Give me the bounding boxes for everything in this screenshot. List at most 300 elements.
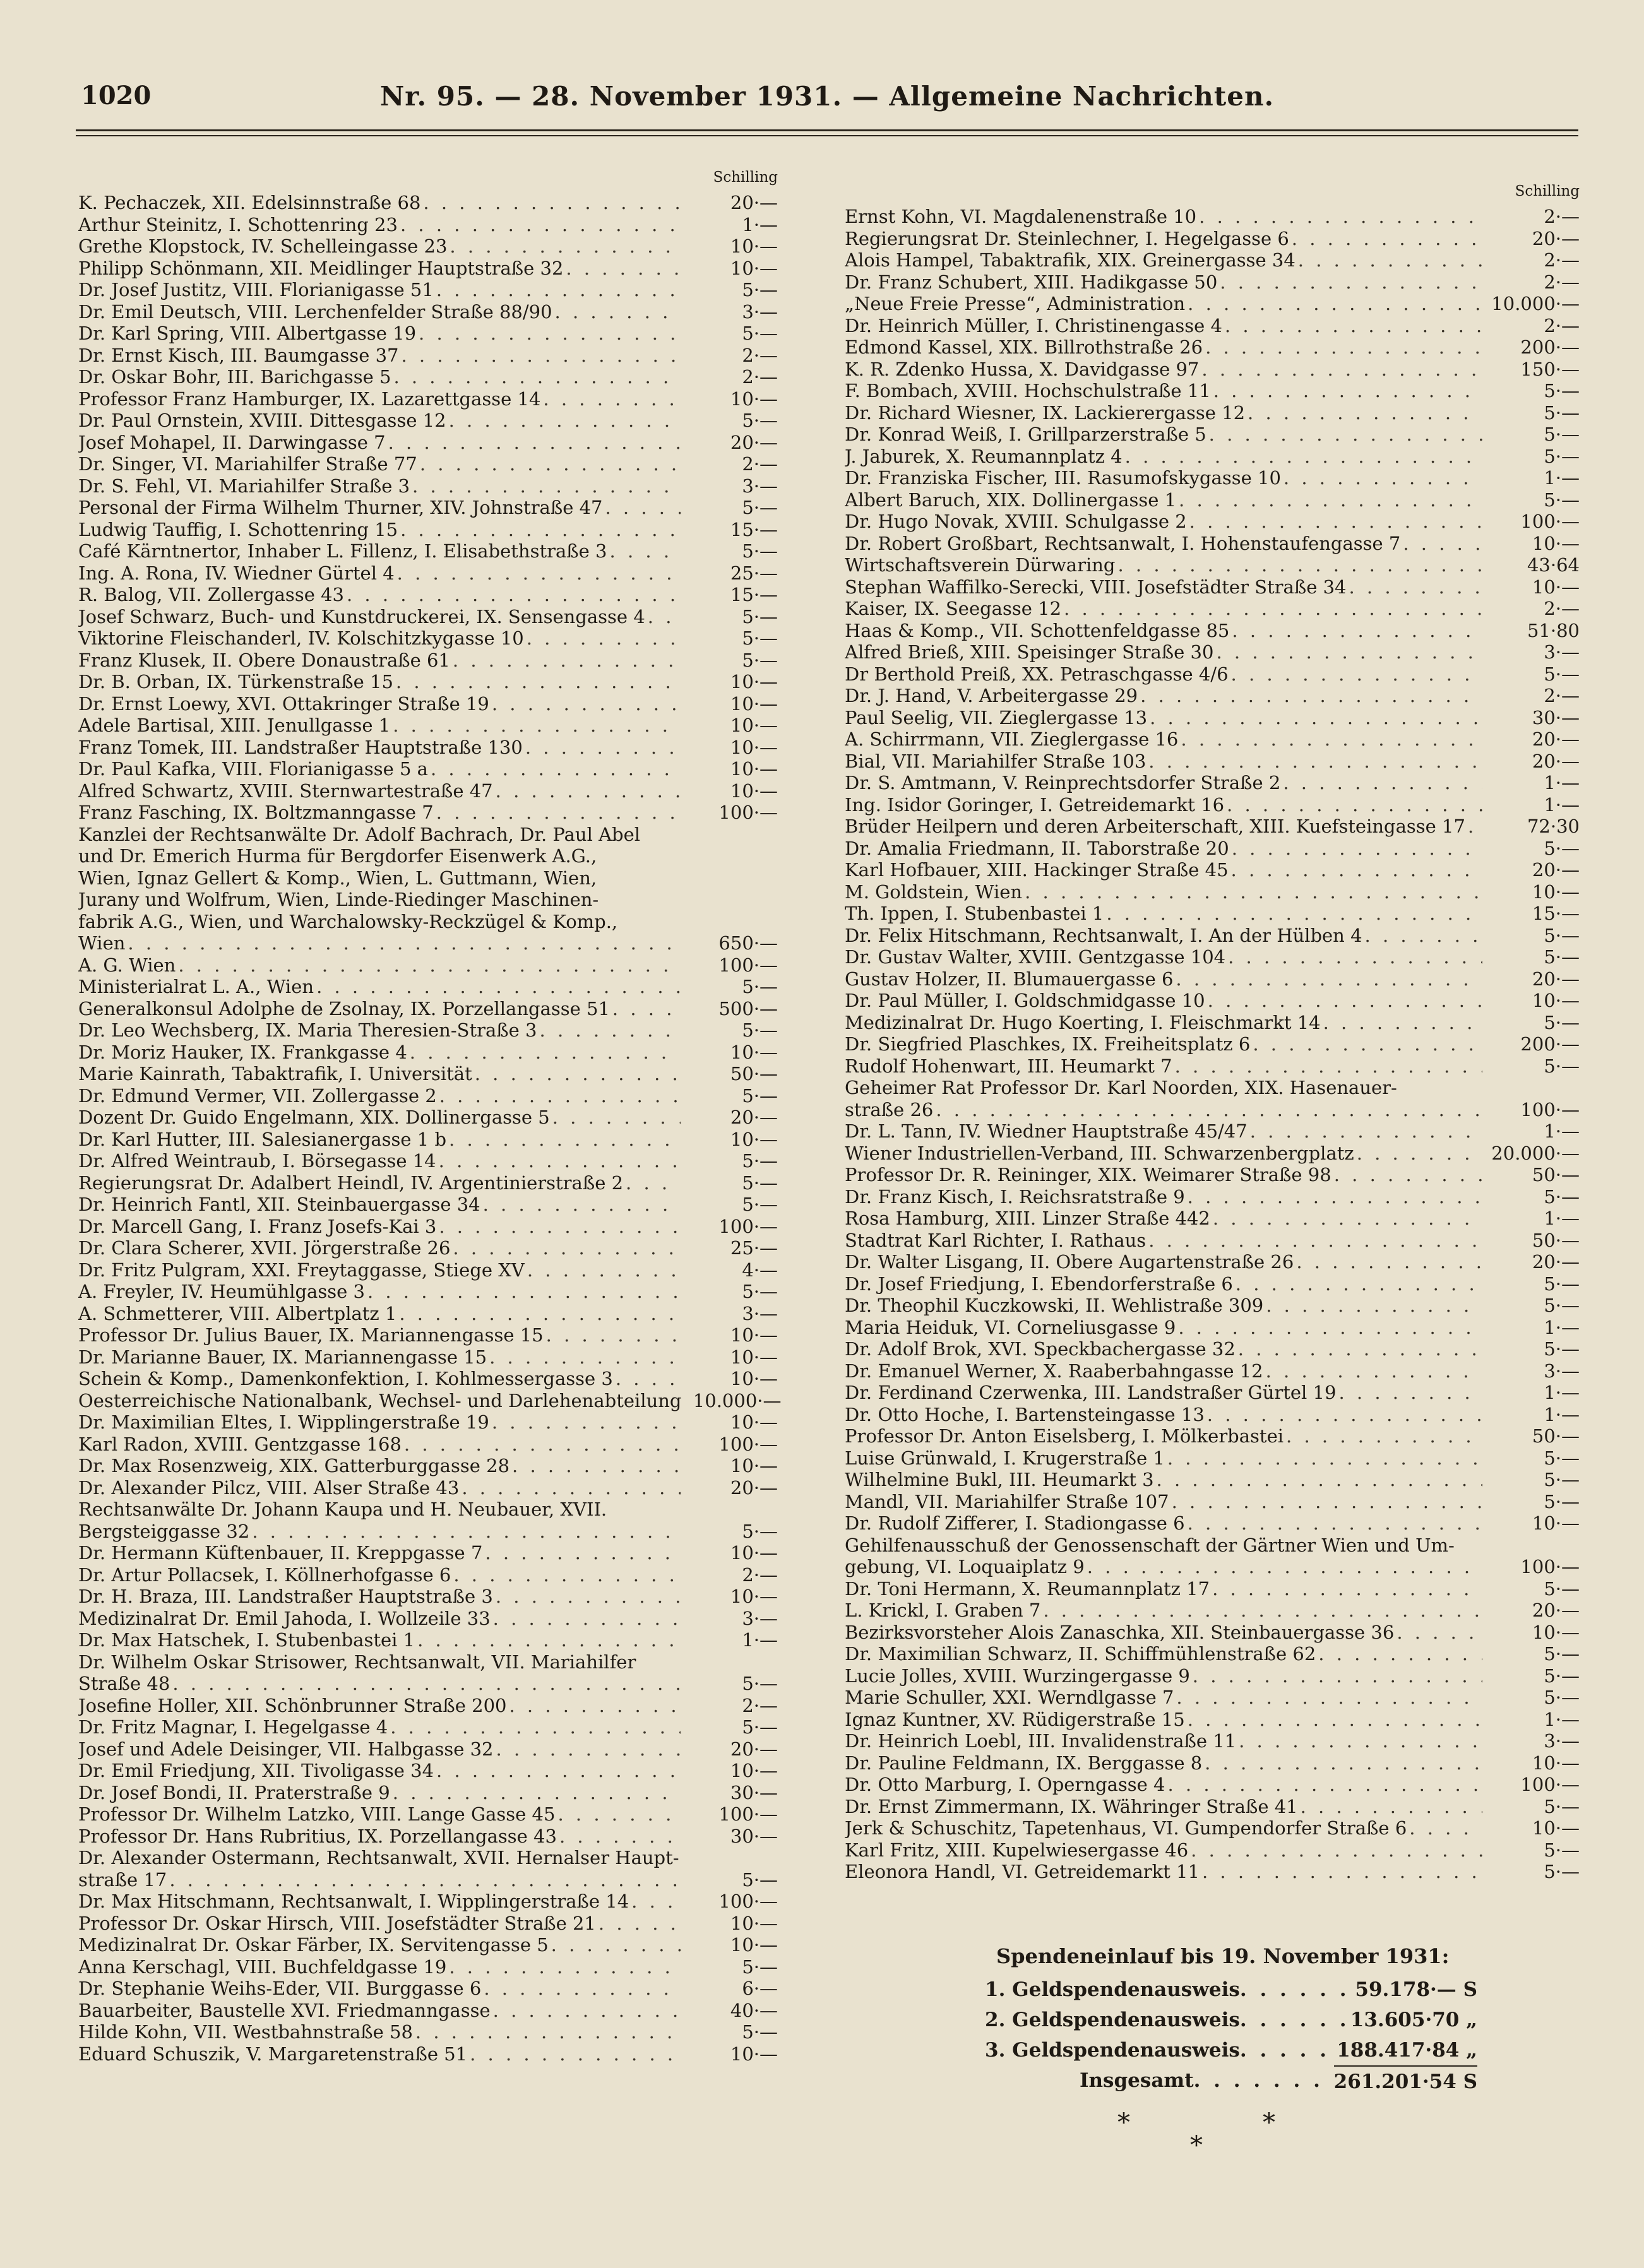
donor-entry-text: Th. Ippen, I. Stubenbastei 1	[845, 903, 1104, 924]
donation-amount: 10·—	[1532, 576, 1580, 598]
donor-entry-text: Dr. Alexander Pilcz, VIII. Alser Straße 43	[78, 1476, 460, 1499]
donation-amount: 5·—	[1544, 1795, 1580, 1817]
donation-amount: 20·—	[730, 1107, 778, 1128]
donor-entry-text: Dr. Theophil Kuczkowski, II. Wehlistraße 309	[845, 1295, 1264, 1316]
donor-entry-text: Dr. Richard Wiesner, IX. Lackierergasse 12	[845, 401, 1246, 424]
donation-amount: 5·—	[742, 649, 778, 671]
donor-entry-text: Dr. S. Amtmann, V. Reinprechtsdorfer Straße 2	[845, 772, 1281, 793]
donor-entry	[78, 998, 778, 1020]
donation-amount: 10·—	[1532, 1512, 1580, 1534]
donation-amount: 10·—	[730, 1324, 778, 1346]
donor-entry	[845, 728, 1580, 751]
donation-amount: 2·—	[1544, 271, 1580, 293]
donor-entry-text: Alois Hampel, Tabaktrafik, XIX. Greinergasse 34	[845, 249, 1296, 271]
donor-entry	[78, 1629, 778, 1651]
donor-entry-text: Dr. Fritz Magnar, I. Hegelgasse 4	[78, 1716, 388, 1738]
donation-amount: 5·—	[1544, 1861, 1580, 1882]
donation-amount: 2·—	[1544, 314, 1580, 336]
donor-entry-text: M. Goldstein, Wien	[845, 881, 1023, 903]
donation-amount: 10.000·—	[1491, 293, 1580, 314]
donation-amount: 100·—	[1520, 511, 1580, 532]
donation-amount: 5·—	[742, 497, 778, 518]
donor-entry	[78, 279, 778, 301]
donation-amount: 3·—	[1544, 1730, 1580, 1752]
donation-amount: 10·—	[730, 1912, 778, 1934]
donation-amount: 20·—	[730, 431, 778, 453]
donor-entry	[845, 925, 1580, 947]
donation-amount: 150·—	[1520, 358, 1580, 380]
donor-entry-text: Stephan Waffilko-Serecki, VIII. Josefstädter Straße 34	[845, 576, 1347, 598]
donation-amount: 20·—	[1532, 1600, 1580, 1621]
donor-entry-text: A. G. Wien	[78, 954, 176, 976]
donor-entry-text: Karl Fritz, XIII. Kupelwiesergasse 46	[845, 1839, 1189, 1861]
donor-entry	[845, 1512, 1580, 1535]
donation-amount: 1·—	[1544, 1708, 1580, 1730]
donor-entry	[78, 824, 778, 954]
left-column	[78, 163, 782, 2065]
donor-entry-text: Luise Grünwald, I. Krugerstraße 1	[845, 1447, 1165, 1469]
donor-entry-text: Karl Radon, XVIII. Gentzgasse 168	[78, 1433, 402, 1455]
donor-entry	[78, 1477, 778, 1499]
donation-amount: 5·—	[1544, 1273, 1580, 1295]
donor-entry	[78, 780, 778, 802]
donation-amount: 200·—	[1520, 336, 1580, 358]
donor-entry-text: Rechtsanwälte Dr. Johann Kaupa und H. Neubauer, XVII.	[78, 1499, 607, 1520]
header-rule-secondary	[76, 135, 1578, 136]
donor-entry	[845, 1360, 1580, 1382]
donor-entry	[78, 2043, 778, 2065]
donor-entry	[845, 1861, 1580, 1883]
donation-amount: 10·—	[730, 1346, 778, 1368]
donation-amount: 5·—	[742, 1716, 778, 1738]
donor-entry-text: Dr. Alexander Ostermann, Rechtsanwalt, XVII. Hernalser Haupt-	[78, 1847, 679, 1868]
donor-entry	[845, 1578, 1580, 1600]
donor-entry	[78, 1150, 778, 1172]
donation-amount: 5·—	[1544, 424, 1580, 445]
summary-row-label: 1. Geldspendenausweis	[985, 1978, 1240, 2001]
donor-entry-text: Albert Baruch, XIX. Dollinergasse 1	[845, 489, 1177, 511]
donor-entry-text: Dozent Dr. Guido Engelmann, XIX. Dollinergasse 5	[78, 1107, 550, 1128]
donor-entry-text: Dr. Felix Hitschmann, Rechtsanwalt, I. An der Hülben 4	[845, 924, 1362, 946]
donor-entry-text: Dr. Leo Wechsberg, IX. Maria Theresien-Straße 3	[78, 1019, 537, 1041]
donor-entry	[845, 1295, 1580, 1317]
donation-amount: 10·—	[730, 1128, 778, 1150]
donor-entry-text: K. R. Zdenko Hussa, X. Davidgasse 97	[845, 358, 1200, 380]
donation-amount: 5·—	[1544, 1011, 1580, 1033]
donor-entry-text: Dr. Josef Justitz, VIII. Florianigasse 51	[78, 279, 434, 300]
donation-amount: 3·—	[742, 1302, 778, 1324]
donor-entry-text: Personal der Firma Wilhelm Thurner, XIV. Johnstraße 47	[78, 497, 603, 518]
donor-entry-text: Adele Bartisal, XIII. Jenullgasse 1	[78, 715, 391, 736]
donor-entry-text: Dr. Heinrich Müller, I. Christinengasse 4	[845, 314, 1222, 336]
donation-amount: 10·—	[1532, 990, 1580, 1011]
donor-entry	[845, 359, 1580, 381]
donor-entry-text: Alfred Schwartz, XVIII. Sternwartestraße 47	[78, 780, 493, 802]
donor-entry-text: Professor Dr. Anton Eiselsberg, I. Mölkerbastei	[845, 1425, 1284, 1447]
donor-entry-text: Ernst Kohn, VI. Magdalenenstraße 10	[845, 206, 1197, 227]
donor-entry	[78, 1934, 778, 1956]
star-ornament: *	[1263, 2108, 1275, 2137]
donor-entry-text: Café Kärntnertor, Inhaber L. Fillenz, I. Elisabethstraße 3	[78, 540, 607, 562]
donor-entry	[845, 838, 1580, 860]
donation-amount: 5·—	[1544, 401, 1580, 424]
donor-entry	[845, 554, 1580, 576]
donor-entry	[78, 606, 778, 628]
donor-entry	[845, 1491, 1580, 1513]
donor-entry-text: Kaiser, IX. Seegasse 12	[845, 598, 1062, 619]
donor-entry	[78, 1259, 778, 1281]
donor-entry-text: Bauarbeiter, Baustelle XVI. Friedmanngasse	[78, 1999, 491, 2021]
donor-entry	[78, 214, 778, 236]
donor-entry	[845, 685, 1580, 707]
donor-entry-text: Viktorine Fleischanderl, IV. Kolschitzkygasse 10	[78, 627, 524, 649]
donation-amount: 5·—	[742, 1520, 778, 1542]
donor-entry	[78, 1085, 778, 1107]
donor-entry-text: Ludwig Tauffig, I. Schottenring 15	[78, 518, 398, 540]
donor-entry-text: Jurany und Wolfrum, Wien, Linde-Riedinger Maschinen-	[78, 889, 599, 910]
donor-entry-text: Dr. Konrad Weiß, I. Grillparzerstraße 5	[845, 424, 1206, 445]
donation-amount: 10·—	[730, 388, 778, 410]
donor-entry	[845, 1143, 1580, 1165]
donation-amount: 2·—	[742, 344, 778, 366]
donation-amount: 10·—	[730, 736, 778, 758]
donor-entry	[78, 584, 778, 606]
donor-entry	[845, 1317, 1580, 1339]
donor-entry	[78, 2000, 778, 2022]
donor-entry-text: gebung, VI. Loquaiplatz 9	[845, 1556, 1085, 1577]
donor-entry	[845, 315, 1580, 337]
donor-entry-text: Ministerialrat L. A., Wien	[78, 976, 314, 997]
donor-entry	[78, 432, 778, 454]
donation-amount: 10·—	[730, 1542, 778, 1564]
donor-entry	[78, 519, 778, 541]
donor-entry-text: Josef Schwarz, Buch- und Kunstdruckerei, IX. Sensengasse 4	[78, 605, 645, 627]
donor-entry-text: Franz Klusek, II. Obere Donaustraße 61	[78, 649, 450, 671]
donor-entry	[845, 990, 1580, 1012]
donor-entry	[845, 336, 1580, 359]
donor-entry-text: straße 26	[845, 1098, 934, 1120]
donor-entry-text: Franz Fasching, IX. Boltzmanngasse 7	[78, 802, 434, 823]
donor-entry-text: Medizinalrat Dr. Emil Jahoda, I. Wollzeile 33	[78, 1607, 491, 1629]
donor-entry	[845, 271, 1580, 294]
donor-entry	[845, 751, 1580, 773]
donation-amount: 10·—	[730, 758, 778, 780]
donor-entry	[78, 366, 778, 388]
donation-amount: 1·—	[742, 1629, 778, 1651]
donor-entry-text: Dr Berthold Preiß, XX. Petraschgasse 4/6	[845, 663, 1229, 685]
page-header	[76, 81, 1578, 125]
donation-amount: 5·—	[742, 1150, 778, 1172]
donor-entry	[845, 228, 1580, 250]
donation-amount: 5·—	[742, 1194, 778, 1215]
donor-entry	[78, 1826, 778, 1848]
donation-amount: 3·—	[1544, 1360, 1580, 1382]
donor-entry	[78, 2021, 778, 2043]
donor-entry-text: Edmond Kassel, XIX. Billrothstraße 26	[845, 336, 1203, 358]
donor-entry	[845, 1752, 1580, 1774]
donor-entry	[78, 671, 778, 693]
donation-amount: 3·—	[742, 1607, 778, 1629]
donor-entry-text: Dr. Wilhelm Oskar Strisower, Rechtsanwalt, VII. Mariahilfer	[78, 1651, 636, 1673]
donor-entry	[845, 1774, 1580, 1796]
donor-entry	[78, 258, 778, 280]
donor-entry-text: Dr. L. Tann, IV. Wiedner Hauptstraße 45/47	[845, 1120, 1248, 1142]
donor-entry-text: Dr. Adolf Brok, XVI. Speckbachergasse 32	[845, 1338, 1236, 1360]
donation-amount: 72·30	[1527, 816, 1580, 837]
donation-amount: 5·—	[1544, 1643, 1580, 1665]
star-ornament: *	[1190, 2131, 1203, 2160]
donation-amount: 43·64	[1527, 554, 1580, 576]
donation-amount: 5·—	[1544, 1447, 1580, 1469]
donation-amount: 10·—	[1532, 532, 1580, 554]
donation-amount: 20.000·—	[1491, 1142, 1580, 1164]
page-title: Nr. 95. — 28. November 1931. — Allgemeine Nachrichten.	[379, 81, 1275, 112]
donor-entry-text: Dr. Heinrich Loebl, III. Invalidenstraße 11	[845, 1730, 1237, 1752]
donation-amount: 1·—	[1544, 793, 1580, 816]
donor-entry-text: Eleonora Handl, VI. Getreidemarkt 11	[845, 1861, 1200, 1882]
donor-entry-text: Alfred Brieß, XIII. Speisinger Straße 30	[845, 641, 1214, 663]
donor-entry-text: K. Pechaczek, XII. Edelsinnstraße 68	[78, 192, 421, 213]
donation-amount: 20·—	[1532, 968, 1580, 990]
donor-entry-text: Dr. Emil Friedjung, XII. Tivoligasse 34	[78, 1760, 434, 1781]
donor-entry	[78, 345, 778, 367]
donation-amount: 15·—	[730, 584, 778, 605]
donation-amount: 5·—	[1544, 1687, 1580, 1708]
donor-entry	[78, 475, 778, 497]
donor-entry	[78, 1346, 778, 1369]
donation-amount: 20·—	[1532, 750, 1580, 772]
donor-entry	[845, 663, 1580, 686]
donation-amount: 5·—	[742, 976, 778, 997]
donor-entry	[78, 1738, 778, 1760]
donor-entry-text: Dr. Otto Hoche, I. Bartensteingasse 13	[845, 1403, 1205, 1425]
donor-entry-text: Dr. Paul Ornstein, XVIII. Dittesgasse 12	[78, 410, 446, 431]
donor-entry-text: Dr. Pauline Feldmann, IX. Berggasse 8	[845, 1752, 1203, 1774]
donation-amount: 1·—	[1544, 1120, 1580, 1142]
donation-amount: 100·—	[718, 1803, 778, 1825]
donor-entry	[845, 293, 1580, 315]
donor-entry-text: Medizinalrat Dr. Oskar Färber, IX. Servitengasse 5	[78, 1934, 549, 1956]
donation-amount: 20·—	[1532, 227, 1580, 249]
donation-amount: 2·—	[742, 1694, 778, 1716]
donor-entry	[845, 1382, 1580, 1404]
page-number: 1020	[81, 81, 152, 110]
column-unit-label: Schilling	[713, 169, 778, 186]
donor-entry-text: Dr. Gustav Walter, XVIII. Gentzgasse 104	[845, 946, 1226, 968]
donor-entry-text: Straße 48	[78, 1673, 170, 1694]
donor-entry-text: Franz Tomek, III. Landstraßer Hauptstraße 130	[78, 736, 523, 758]
donor-entry	[845, 249, 1580, 271]
donation-amount: 5·—	[1544, 1055, 1580, 1077]
donation-amount: 100·—	[1520, 1098, 1580, 1120]
donor-entry-text: Dr. Franz Schubert, XIII. Hadikgasse 50	[845, 271, 1218, 293]
donor-entry	[845, 1817, 1580, 1839]
donation-amount: 15·—	[730, 518, 778, 540]
donor-entry	[78, 192, 778, 214]
donor-entry-text: Dr. Edmund Vermer, VII. Zollergasse 2	[78, 1084, 437, 1107]
donor-entry	[78, 1542, 778, 1564]
donor-entry	[845, 1425, 1580, 1447]
donor-list-left	[78, 192, 782, 2065]
donation-amount: 1·—	[1544, 1208, 1580, 1229]
donor-entry	[845, 206, 1580, 228]
donation-amount: 5·—	[742, 1019, 778, 1041]
donor-entry	[845, 968, 1580, 990]
donor-entry	[78, 453, 778, 475]
donor-entry	[845, 1077, 1580, 1120]
donor-entry-text: Philipp Schönmann, XII. Meidlinger Hauptstraße 32	[78, 257, 564, 279]
donor-entry	[845, 1469, 1580, 1491]
star-ornament: *	[1117, 2108, 1130, 2137]
donation-amount: 1·—	[1544, 1382, 1580, 1403]
donation-amount: 25·—	[730, 1237, 778, 1259]
summary-total-label: Insgesamt	[1080, 2069, 1194, 2092]
donor-entry-text: Dr. J. Hand, V. Arbeitergasse 29	[845, 685, 1138, 706]
donor-entry-text: Dr. Otto Marburg, I. Operngasse 4	[845, 1774, 1165, 1795]
donor-entry	[78, 1107, 778, 1129]
donor-entry	[845, 489, 1580, 511]
donor-entry	[845, 1600, 1580, 1622]
summary-row	[985, 2035, 1477, 2065]
donor-entry-text: Dr. Emanuel Werner, X. Raaberbahngasse 12	[845, 1360, 1263, 1382]
donor-entry	[78, 1324, 778, 1346]
donation-amount: 500·—	[718, 997, 778, 1019]
donor-entry	[845, 881, 1580, 903]
donor-entry	[845, 533, 1580, 555]
donation-amount: 100·—	[718, 1891, 778, 1912]
donation-amount: 5·—	[1544, 1469, 1580, 1490]
donor-entry	[78, 627, 778, 650]
donor-entry	[78, 562, 778, 585]
donor-entry-text: Professor Dr. Julius Bauer, IX. Mariannengasse 15	[78, 1324, 544, 1346]
donation-amount: 10·—	[730, 1041, 778, 1063]
donation-amount: 5·—	[1544, 1490, 1580, 1512]
donor-entry	[78, 1216, 778, 1238]
donor-entry	[845, 903, 1580, 925]
donor-entry-text: Bergsteiggasse 32	[78, 1520, 250, 1542]
summary-title: Spendeneinlauf bis 19. November 1931:	[996, 1944, 1450, 1968]
donor-entry-text: Professor Dr. Wilhelm Latzko, VIII. Lange Gasse 45	[78, 1803, 556, 1825]
donation-amount: 10·—	[730, 692, 778, 715]
donor-entry-text: Dr. Fritz Pulgram, XXI. Freytaggasse, Stiege XV	[78, 1259, 525, 1281]
donor-entry	[78, 693, 778, 715]
donor-entry-text: Gustav Holzer, II. Blumauergasse 6	[845, 968, 1174, 990]
donation-amount: 10·—	[730, 1760, 778, 1781]
donor-entry	[78, 1913, 778, 1935]
donation-amount: 1·—	[1544, 1316, 1580, 1338]
donation-amount: 2·—	[742, 453, 778, 475]
donor-entry-text: Regierungsrat Dr. Adalbert Heindl, IV. Argentinierstraße 2	[78, 1172, 624, 1194]
donor-entry-text: Dr. H. Braza, III. Landstraßer Hauptstraße 3	[78, 1586, 493, 1607]
donor-entry-text: Anna Kerschagl, VIII. Buchfeldgasse 19	[78, 1956, 447, 1978]
donor-entry	[78, 1978, 778, 2000]
donor-entry-text: Dr. Maximilian Schwarz, II. Schiffmühlenstraße 62	[845, 1643, 1316, 1665]
donor-entry	[78, 1411, 778, 1434]
donor-entry	[78, 1651, 778, 1695]
donor-entry	[78, 976, 778, 998]
donor-entry	[845, 1273, 1580, 1295]
donation-amount: 3·—	[742, 300, 778, 323]
donor-entry	[78, 1455, 778, 1477]
summary-row-label: 3. Geldspendenausweis	[985, 2039, 1240, 2062]
donor-entry	[845, 641, 1580, 663]
donor-entry-text: Marie Kainrath, Tabaktrafik, I. Universität	[78, 1063, 472, 1084]
summary-row-label: 2. Geldspendenausweis	[985, 2009, 1240, 2031]
donor-entry-text: Haas & Komp., VII. Schottenfeldgasse 85	[845, 619, 1230, 641]
donation-amount: 100·—	[718, 802, 778, 823]
donor-entry	[78, 235, 778, 258]
donor-entry-text: Dr. Ernst Loewy, XVI. Ottakringer Straße 19	[78, 692, 489, 715]
donor-entry-text: Josefine Holler, XII. Schönbrunner Straße 200	[78, 1694, 507, 1716]
donor-entry	[78, 540, 778, 562]
donation-amount: 5·—	[742, 1281, 778, 1302]
donor-entry-text: Regierungsrat Dr. Steinlechner, I. Hegelgasse 6	[845, 227, 1289, 249]
donor-entry	[845, 707, 1580, 729]
donor-entry-text: Dr. Karl Hutter, III. Salesianergasse 1 b	[78, 1128, 447, 1150]
donor-entry-text: Dr. Ferdinand Czerwenka, III. Landstraßer Gürtel 19	[845, 1382, 1337, 1403]
donation-amount: 10·—	[730, 2043, 778, 2065]
donation-amount: 10.000·—	[693, 1389, 782, 1411]
donation-amount: 2·—	[1544, 206, 1580, 227]
donor-entry	[78, 1172, 778, 1194]
summary-row-amount: 13.605·70 „	[1350, 2009, 1477, 2031]
donor-entry-text: F. Bombach, XVIII. Hochschulstraße 11	[845, 380, 1211, 401]
donor-entry	[78, 1194, 778, 1216]
donation-amount: 50·—	[730, 1063, 778, 1084]
donor-entry-text: Wien	[78, 932, 126, 954]
donation-amount: 10·—	[730, 671, 778, 692]
donation-amount: 10·—	[730, 780, 778, 802]
summary-row	[985, 2005, 1477, 2035]
donor-entry	[78, 758, 778, 780]
donation-amount: 5·—	[1544, 1185, 1580, 1208]
donation-amount: 5·—	[1544, 1295, 1580, 1316]
donor-entry-text: Dr. Paul Müller, I. Goldschmidgasse 10	[845, 990, 1205, 1011]
donation-amount: 40·—	[730, 1999, 778, 2021]
donor-entry	[78, 1303, 778, 1325]
donor-entry	[845, 816, 1580, 838]
donation-amount: 5·—	[1544, 1338, 1580, 1360]
donor-entry	[845, 1055, 1580, 1078]
donor-entry-text: Dr. Franziska Fischer, III. Rasumofskygasse 10	[845, 467, 1281, 489]
donor-entry	[78, 650, 778, 672]
donation-amount: 100·—	[718, 954, 778, 976]
donor-entry-text: Dr. Moriz Hauker, IX. Frankgasse 4	[78, 1041, 407, 1063]
donation-amount: 100·—	[1520, 1774, 1580, 1795]
donor-entry-text: Dr. Hermann Küftenbauer, II. Kreppgasse 7	[78, 1542, 483, 1564]
donation-amount: 2·—	[1544, 598, 1580, 619]
donation-amount: 4·—	[742, 1259, 778, 1281]
donor-entry-text: Wirtschaftsverein Dürwaring	[845, 554, 1116, 576]
donor-entry	[845, 1338, 1580, 1360]
donation-amount: 20·—	[1532, 1251, 1580, 1273]
donation-amount: 3·—	[742, 475, 778, 497]
donor-entry	[78, 954, 778, 977]
donor-entry-text: R. Balog, VII. Zollergasse 43	[78, 584, 344, 605]
donor-entry	[78, 1891, 778, 1913]
donor-entry-text: und Dr. Emerich Hurma für Bergdorfer Eisenwerk A.G.,	[78, 845, 597, 867]
donor-entry	[845, 1839, 1580, 1861]
donor-entry-text: Dr. Singer, VI. Mariahilfer Straße 77	[78, 453, 417, 475]
donor-entry	[78, 388, 778, 410]
donation-amount: 10·—	[730, 1934, 778, 1956]
donor-entry-text: Hilde Kohn, VII. Westbahnstraße 58	[78, 2021, 413, 2043]
donor-entry-text: Bezirksvorsteher Alois Zanaschka, XII. Steinbauergasse 36	[845, 1621, 1395, 1643]
donor-entry	[78, 1586, 778, 1608]
donor-entry-text: Gehilfenausschuß der Genossenschaft der Gärtner Wien und Um-	[845, 1534, 1455, 1556]
donor-entry-text: Dr. Paul Kafka, VIII. Florianigasse 5 a	[78, 758, 428, 780]
donor-entry	[78, 715, 778, 737]
